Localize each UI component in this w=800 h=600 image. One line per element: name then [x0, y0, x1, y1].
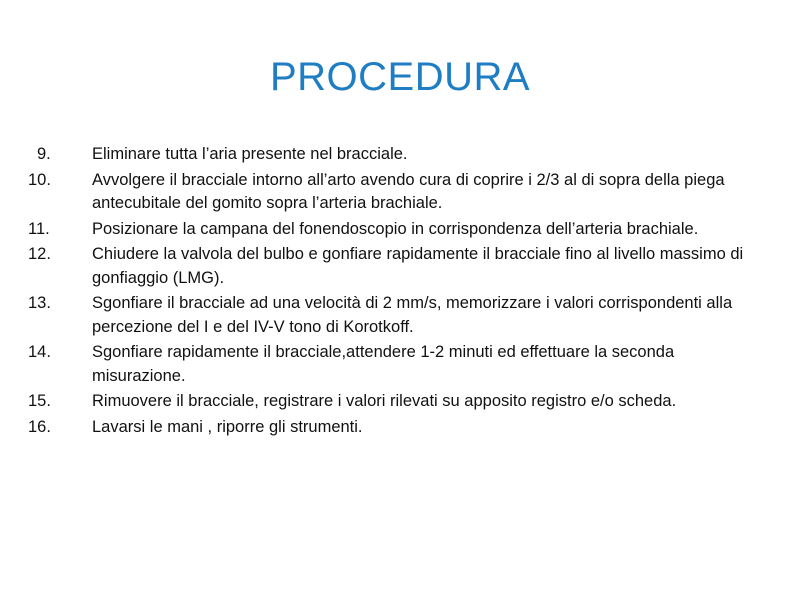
list-item-number: 12.: [28, 245, 51, 263]
list-item: [28, 169, 758, 216]
list-item: [28, 243, 758, 290]
list-item: [28, 143, 758, 167]
list-item: [28, 416, 758, 440]
list-item-text: Avvolgere il bracciale intorno all’arto avendo cura di coprire i 2/3 al di sopra della piega antecubitale del gomito sopra l’arteria brachiale.: [92, 170, 725, 212]
list-item-number: 16.: [28, 417, 51, 436]
list-item-number: 9.: [37, 145, 51, 163]
list-item-number: 14.: [28, 343, 51, 361]
list-item-number: 15.: [28, 392, 51, 410]
list-item: [28, 218, 758, 242]
list-item-number: 13.: [28, 294, 51, 312]
procedure-list: [28, 143, 758, 441]
list-item-text: Sgonfiare il bracciale ad una velocità di 2 mm/s, memorizzare i valori corrispondenti alla percezione del I e del IV-V tono di Korotkoff.: [92, 294, 733, 336]
list-item-text: Chiudere la valvola del bulbo e gonfiare rapidamente il bracciale fino al livello massimo di gonfiaggio (LMG).: [92, 245, 744, 287]
list-item-text: Eliminare tutta l’aria presente nel bracciale.: [92, 145, 408, 163]
list-item-number: 10.: [28, 170, 51, 189]
list-item-number: 11.: [28, 219, 50, 238]
list-item-text: Sgonfiare rapidamente il bracciale,attendere 1-2 minuti ed effettuare la seconda misurazione.: [92, 343, 675, 385]
list-item: [28, 390, 758, 414]
slide-title: PROCEDURA: [269, 55, 531, 99]
list-item-text: Lavarsi le mani , riporre gli strumenti.: [92, 417, 363, 436]
list-item-text: Posizionare la campana del fonendoscopio in corrispondenza dell’arteria brachiale.: [92, 219, 699, 238]
list-item: [28, 341, 758, 388]
list-item-text: Rimuovere il bracciale, registrare i valori rilevati su apposito registro e/o scheda.: [92, 392, 677, 410]
list-item: [28, 292, 758, 339]
